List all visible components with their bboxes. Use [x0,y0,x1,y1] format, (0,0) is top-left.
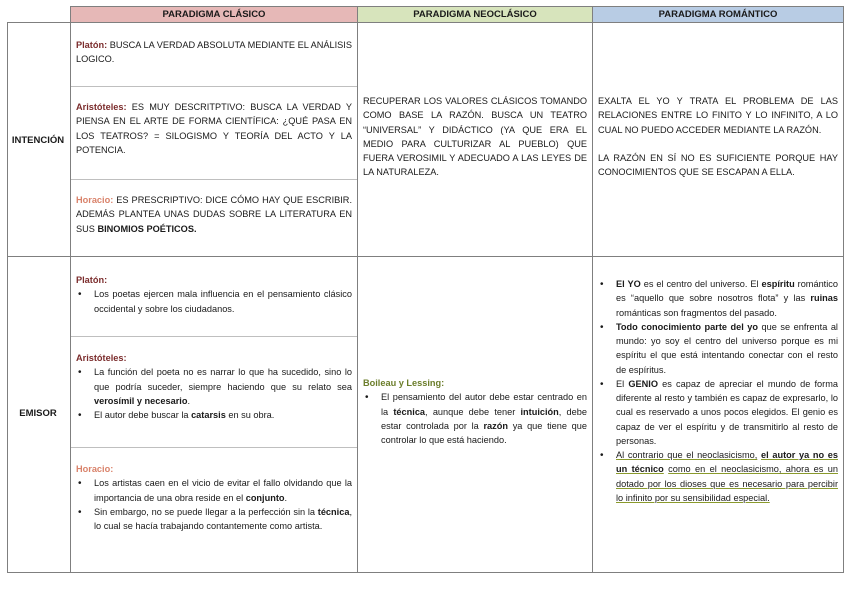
row-label-intencion: INTENCIÓN [11,135,65,146]
list-item: • El GENIO es capaz de apreciar el mundo de forma diferente al resto y también es capaz de expresarlo, lo cual es reservado a unos pocos elegidos. El genio es capaz de ver el espíritu y de transmitirlo al resto de personas. [598,377,838,448]
intencion-horacio-text: ES PRESCRIPTIVO: DICE CÓMO HAY QUE ESCRIBIR. ADEMÁS PLANTEA UNAS DUDAS SOBRE LA LITERATURA EN SUS [76,195,352,234]
header-neoclasico: PARADIGMA NEOCLÁSICO [358,7,592,22]
list-item: • El YO es el centro del universo. El espíritu romántico es “aquello que sobre nosotros flota” y las ruinas románticas son fragmentos del pasado. [598,277,838,320]
list-item: • Todo conocimiento parte del yo que se enfrenta al mundo: yo soy el centro del universo porque es mi espíritu el que está intentando conectar con el resto de espíritus. [598,320,838,377]
cell-divider-intencion-1 [71,86,357,87]
emisor-neoclasico [363,376,587,447]
list-item: • La función del poeta no es narrar lo que ha sucedido, sino lo que podría suceder, siempre haciendo que su relato sea verosímil y necesario. [76,365,352,408]
emisor-horacio [76,462,352,533]
author-horacio: Horacio: [76,464,114,474]
cell-divider-intencion-2 [71,179,357,180]
author-aristoteles: Aristóteles: [76,353,127,363]
list-item: • El pensamiento del autor debe estar centrado en la técnica, aunque debe tener intuición, debe estar controlada por la razón ya que tiene que controlar lo que está haciendo. [363,390,587,447]
cell-divider-emisor-1 [71,336,357,337]
intencion-aristoteles-text: ES MUY DESCRITPTIVO: BUSCA LA VERDAD Y PIENSA EN EL ARTE DE FORMA CIENTÍFICA: ¿QUÉ PASA EN LOS TEATROS? = SILOGISMO Y TEORÍA DEL ACTO Y LA POTENCIA. [76,102,352,155]
emisor-aristoteles [76,351,352,422]
list-item: • Los poetas ejercen mala influencia en el pensamiento clásico occidental y sobre los ciudadanos. [76,287,352,316]
author-horacio: Horacio: [76,195,114,205]
table-col-divider-3 [592,6,593,573]
list-item: • Los artistas caen en el vicio de evitar el fallo olvidando que la importancia de una obra reside en el conjunto. [76,476,352,505]
emisor-platon [76,273,352,316]
author-aristoteles: Aristóteles: [76,102,127,112]
emisor-romantico [598,277,838,505]
table-border-bottom [7,572,844,573]
table-border-right [843,6,844,573]
intencion-horacio [76,193,352,236]
intencion-romantico-p1: EXALTA EL YO Y TRATA EL PROBLEMA DE LAS RELACIONES ENTRE LO FINITO Y LO INFINITO, A LO CUAL NO PUEDO ACCEDER MEDIANTE LA RAZÓN. [598,96,838,135]
intencion-aristoteles [76,100,352,157]
table-col-divider-1 [70,6,71,573]
table-border-header [7,22,844,23]
table-border-left [7,22,8,573]
table-border-middle [7,256,844,257]
intencion-platon-text: BUSCA LA VERDAD ABSOLUTA MEDIANTE EL ANÁLISIS LOGICO. [76,40,352,65]
header-clasico: PARADIGMA CLÁSICO [71,7,357,22]
row-label-emisor: EMISOR [19,408,57,419]
list-item: • El autor debe buscar la catarsis en su obra. [76,408,352,422]
intencion-horacio-bold: BINOMIOS POÉTICOS. [97,223,197,234]
intencion-romantico [598,94,838,179]
intencion-neoclasico: RECUPERAR LOS VALORES CLÁSICOS TOMANDO COMO BASE LA RAZÓN. BUSCA UN TEATRO “UNIVERSAL” Y DIDÁCTICO (YA QUE ERA EL MEDIO PARA CULTURIZAR AL PUEBLO) QUE FUERA VEROSIMIL Y ADECUADO A LAS LEYES DE LA NATURALEZA. [363,96,587,178]
intencion-romantico-p2: LA RAZÓN EN SÍ NO ES SUFICIENTE PORQUE HAY CONOCIMIENTOS QUE SE ESCAPAN A ELLA. [598,152,838,177]
author-platon: Platón: [76,40,108,50]
intencion-platon [76,38,352,67]
cell-divider-emisor-2 [71,447,357,448]
author-platon: Platón: [76,275,108,285]
table-border-top [70,6,844,7]
list-item: • Al contrario que el neoclasicismo, el autor ya no es un técnico como en el neoclasicismo, ahora es un dotado por los dioses que es necesario para percibir lo infinito por su sensibilidad especial. [598,448,838,505]
list-item: • Sin embargo, no se puede llegar a la perfección sin la técnica, lo cual se hacía trabajando contantemente como artista. [76,505,352,534]
author-boileau-lessing: Boileau y Lessing: [363,378,445,388]
table-col-divider-2 [357,6,358,573]
header-romantico: PARADIGMA ROMÁNTICO [593,7,843,22]
